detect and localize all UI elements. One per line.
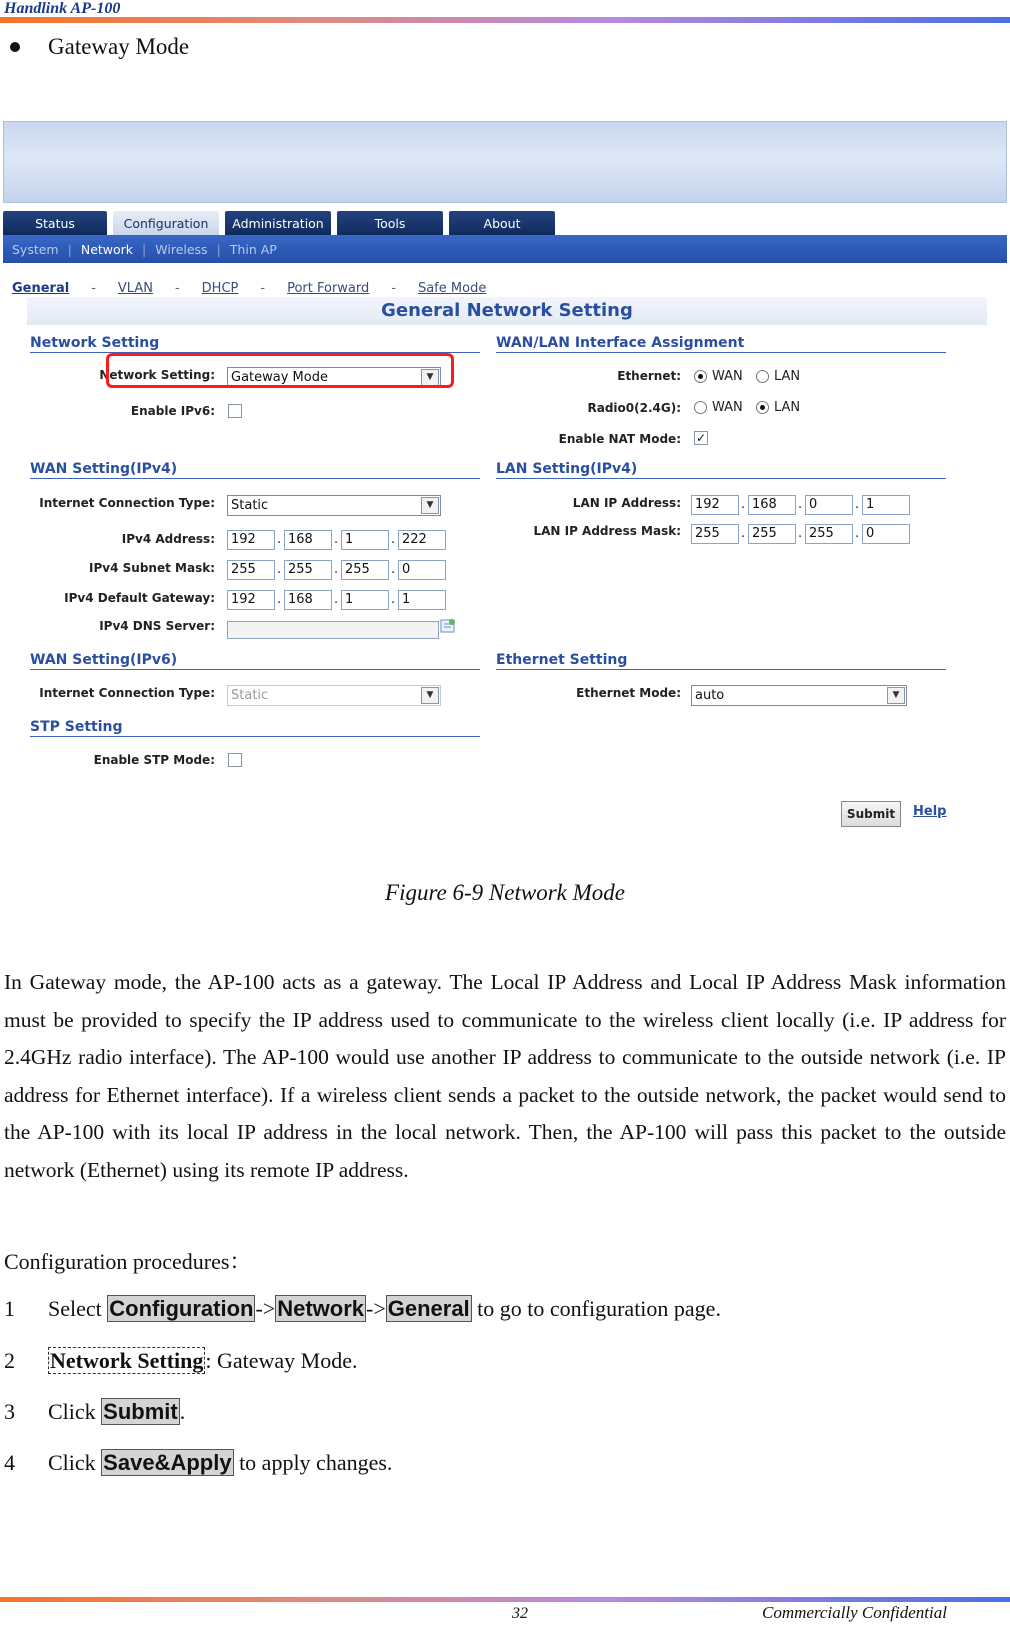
highlight-annotation <box>106 353 454 388</box>
crumb-separator: - <box>260 281 266 296</box>
lan-ip-octet[interactable]: 192 <box>691 495 739 515</box>
radio-label: LAN <box>774 400 801 415</box>
lan-ip-label: LAN IP Address: <box>572 496 681 510</box>
radio0-lan-radio[interactable] <box>756 400 800 415</box>
ethernet-setting-heading: Ethernet Setting <box>496 652 946 670</box>
network-ref: Network <box>277 1296 364 1321</box>
lan-mask-octet[interactable]: 0 <box>862 524 910 544</box>
radio0-wan-radio[interactable] <box>694 400 743 415</box>
figure-caption: Figure 6-9 Network Mode <box>385 880 625 905</box>
radio-icon <box>694 401 707 414</box>
enable-nat-checkbox[interactable]: ✓ <box>695 431 707 445</box>
lan-mask-octet[interactable]: 255 <box>748 524 796 544</box>
crumb-dhcp[interactable]: DHCP <box>201 281 239 296</box>
step-1 <box>4 1296 721 1322</box>
crumb-separator: - <box>391 281 396 296</box>
network-mode-value: Gateway Mode <box>231 370 328 385</box>
submit-ref: Submit <box>103 1399 178 1424</box>
wan-ipv6-heading: WAN Setting(IPv6) <box>30 652 480 670</box>
enable-stp-checkbox[interactable] <box>228 753 242 767</box>
tab-tools[interactable]: Tools <box>337 211 443 235</box>
ethernet-mode-select[interactable] <box>691 685 907 706</box>
step-text: Click Submit. <box>48 1399 186 1424</box>
ipv4-mask-octet[interactable]: 0 <box>398 560 446 580</box>
ipv4-address-octet[interactable]: 1 <box>341 530 389 550</box>
subnav-separator: | <box>142 241 147 257</box>
ip-dot: . <box>277 562 282 577</box>
ip-dot: . <box>741 526 746 541</box>
radio-icon <box>694 370 707 383</box>
subnav-network[interactable]: Network <box>80 241 134 257</box>
edit-list-icon[interactable] <box>440 618 456 634</box>
ipv4-mask-label: IPv4 Subnet Mask: <box>89 561 215 575</box>
ethernet-label: Ethernet: <box>617 369 681 383</box>
wan-ipv4-heading: WAN Setting(IPv4) <box>30 461 480 479</box>
ip-dot: . <box>277 592 282 607</box>
page-number: 32 <box>512 1605 528 1622</box>
lan-mask-octet[interactable]: 255 <box>805 524 853 544</box>
ipv4-gateway-octet[interactable]: 1 <box>341 590 389 610</box>
network-setting-heading: Network Setting <box>30 335 480 353</box>
step-number: 2 <box>4 1348 15 1373</box>
step-2 <box>4 1348 358 1374</box>
network-setting-ref: Network Setting <box>50 1348 204 1373</box>
ip-dot: . <box>334 592 339 607</box>
save-apply-ref: Save&Apply <box>103 1450 232 1475</box>
wan-conn-type-label: Internet Connection Type: <box>39 496 215 510</box>
ipv4-mask-octet[interactable]: 255 <box>341 560 389 580</box>
header-divider <box>0 17 1010 23</box>
ip-dot: . <box>798 526 803 541</box>
ipv4-dns-input[interactable] <box>227 621 439 639</box>
main-tabs <box>3 211 561 235</box>
radio-icon <box>756 401 769 414</box>
body-paragraph: In Gateway mode, the AP-100 acts as a gateway. The Local IP Address and Local IP Address Mask information must be provided to specify the IP address used to communicate to the wireless client locally (i.e. IP address for 2.4GHz radio interface). The AP-100 would use another IP address to communicate to the outside network (i.e. IP address for Ethernet interface). If a wireless client sends a packet to the outside network, the packet would send to the AP-100 with its local IP address in the local network. Then, the AP-100 will pass this packet to the outside network (Ethernet) using its remote IP address. <box>4 970 1006 1182</box>
radio-label: WAN <box>712 400 743 415</box>
chevron-down-icon: ▼ <box>421 497 439 514</box>
lan-ip-octet[interactable]: 0 <box>805 495 853 515</box>
tab-configuration[interactable]: Configuration <box>113 211 219 235</box>
ipv4-dns-label: IPv4 DNS Server: <box>99 619 215 633</box>
ip-dot: . <box>391 532 396 547</box>
step-text: Network Setting: Gateway Mode. <box>50 1348 358 1373</box>
footer-divider <box>0 1597 1010 1602</box>
ip-dot: . <box>391 592 396 607</box>
crumb-safe-mode[interactable]: Safe Mode <box>417 281 487 296</box>
crumb-general[interactable]: General <box>12 281 70 296</box>
section-heading <box>10 34 189 60</box>
subnav-wireless[interactable]: Wireless <box>155 241 208 257</box>
wan-ipv6-conn-value: Static <box>231 688 269 703</box>
tab-about[interactable]: About <box>449 211 555 235</box>
radio-label: LAN <box>774 369 801 384</box>
crumb-port-forward[interactable]: Port Forward <box>287 281 370 296</box>
ip-dot: . <box>277 532 282 547</box>
network-mode-screenshot <box>3 121 1007 866</box>
ip-dot: . <box>855 526 860 541</box>
section-heading-text: Gateway Mode <box>48 34 190 59</box>
ipv4-mask-octet[interactable]: 255 <box>284 560 332 580</box>
ipv4-mask-octet[interactable]: 255 <box>227 560 275 580</box>
confidential-label: Commercially Confidential <box>762 1603 947 1622</box>
ipv4-gateway-octet[interactable]: 1 <box>398 590 446 610</box>
tab-status[interactable]: Status <box>3 211 107 235</box>
wan-ipv6-conn-select <box>227 685 441 706</box>
subnav-system[interactable]: System <box>12 241 59 257</box>
tab-administration[interactable]: Administration <box>225 211 331 235</box>
sub-navigation <box>3 235 1007 263</box>
step-text: Select Configuration->Network->General to go to configuration page. <box>48 1296 721 1321</box>
chevron-down-icon: ▼ <box>421 687 439 704</box>
wan-lan-heading: WAN/LAN Interface Assignment <box>496 335 946 353</box>
ip-dot: . <box>855 497 860 512</box>
chevron-down-icon: ▼ <box>421 369 439 386</box>
ip-dot: . <box>741 497 746 512</box>
ip-dot: . <box>391 562 396 577</box>
document-header-title: Handlink AP-100 <box>4 0 121 17</box>
ip-dot: . <box>798 497 803 512</box>
lan-ip-octet[interactable]: 1 <box>862 495 910 515</box>
help-link[interactable]: Help <box>913 804 947 819</box>
radio-icon <box>756 370 769 383</box>
step-number: 4 <box>4 1450 15 1475</box>
lan-mask-label: LAN IP Address Mask: <box>533 524 681 538</box>
radio0-label: Radio0(2.4G): <box>587 401 681 415</box>
ip-dot: . <box>334 562 339 577</box>
page-breadcrumbs <box>12 281 486 296</box>
subnav-thin-ap[interactable]: Thin AP <box>229 241 277 257</box>
step-number: 1 <box>4 1296 15 1321</box>
step-text: Click Save&Apply to apply changes. <box>48 1450 393 1475</box>
app-banner <box>3 121 1007 203</box>
wan-conn-type-value: Static <box>231 498 269 513</box>
ipv4-address-octet[interactable]: 222 <box>398 530 446 550</box>
ethernet-mode-label: Ethernet Mode: <box>576 686 681 700</box>
crumb-vlan[interactable]: VLAN <box>117 281 153 296</box>
ipv4-gateway-octet[interactable]: 192 <box>227 590 275 610</box>
lan-mask-octet[interactable]: 255 <box>691 524 739 544</box>
ipv4-address-label: IPv4 Address: <box>121 532 215 546</box>
page-title: General Network Setting <box>27 297 987 325</box>
configuration-ref: Configuration <box>109 1296 254 1321</box>
lan-ip-octet[interactable]: 168 <box>748 495 796 515</box>
crumb-separator: - <box>174 281 180 296</box>
ipv4-address-octet[interactable]: 192 <box>227 530 275 550</box>
enable-stp-label: Enable STP Mode: <box>93 753 215 767</box>
enable-nat-label: Enable NAT Mode: <box>558 432 681 446</box>
step-3 <box>4 1399 185 1425</box>
lan-ipv4-heading: LAN Setting(IPv4) <box>496 461 946 479</box>
wan-ipv6-conn-label: Internet Connection Type: <box>39 686 215 700</box>
network-setting-label: Network Setting: <box>99 368 215 382</box>
submit-button[interactable]: Submit <box>841 801 901 827</box>
enable-ipv6-label: Enable IPv6: <box>130 404 215 418</box>
step-4 <box>4 1450 392 1476</box>
subnav-separator: | <box>216 241 221 257</box>
ipv4-gateway-label: IPv4 Default Gateway: <box>64 591 215 605</box>
general-ref: General <box>387 1296 470 1321</box>
ipv4-gateway-octet[interactable]: 168 <box>284 590 332 610</box>
procedures-title: Configuration procedures： <box>4 1249 252 1274</box>
subnav-separator: | <box>67 241 72 257</box>
ethernet-lan-radio[interactable] <box>756 369 800 384</box>
ethernet-wan-radio[interactable] <box>694 369 743 384</box>
stp-setting-heading: STP Setting <box>30 719 480 737</box>
bullet-icon <box>10 42 20 52</box>
crumb-separator: - <box>91 281 96 296</box>
wan-conn-type-select[interactable] <box>227 495 441 516</box>
chevron-down-icon: ▼ <box>887 687 905 704</box>
radio-label: WAN <box>712 369 743 384</box>
ethernet-mode-value: auto <box>695 688 725 703</box>
ip-dot: . <box>334 532 339 547</box>
ipv4-address-octet[interactable]: 168 <box>284 530 332 550</box>
step-number: 3 <box>4 1399 15 1424</box>
enable-ipv6-checkbox[interactable] <box>228 404 242 418</box>
